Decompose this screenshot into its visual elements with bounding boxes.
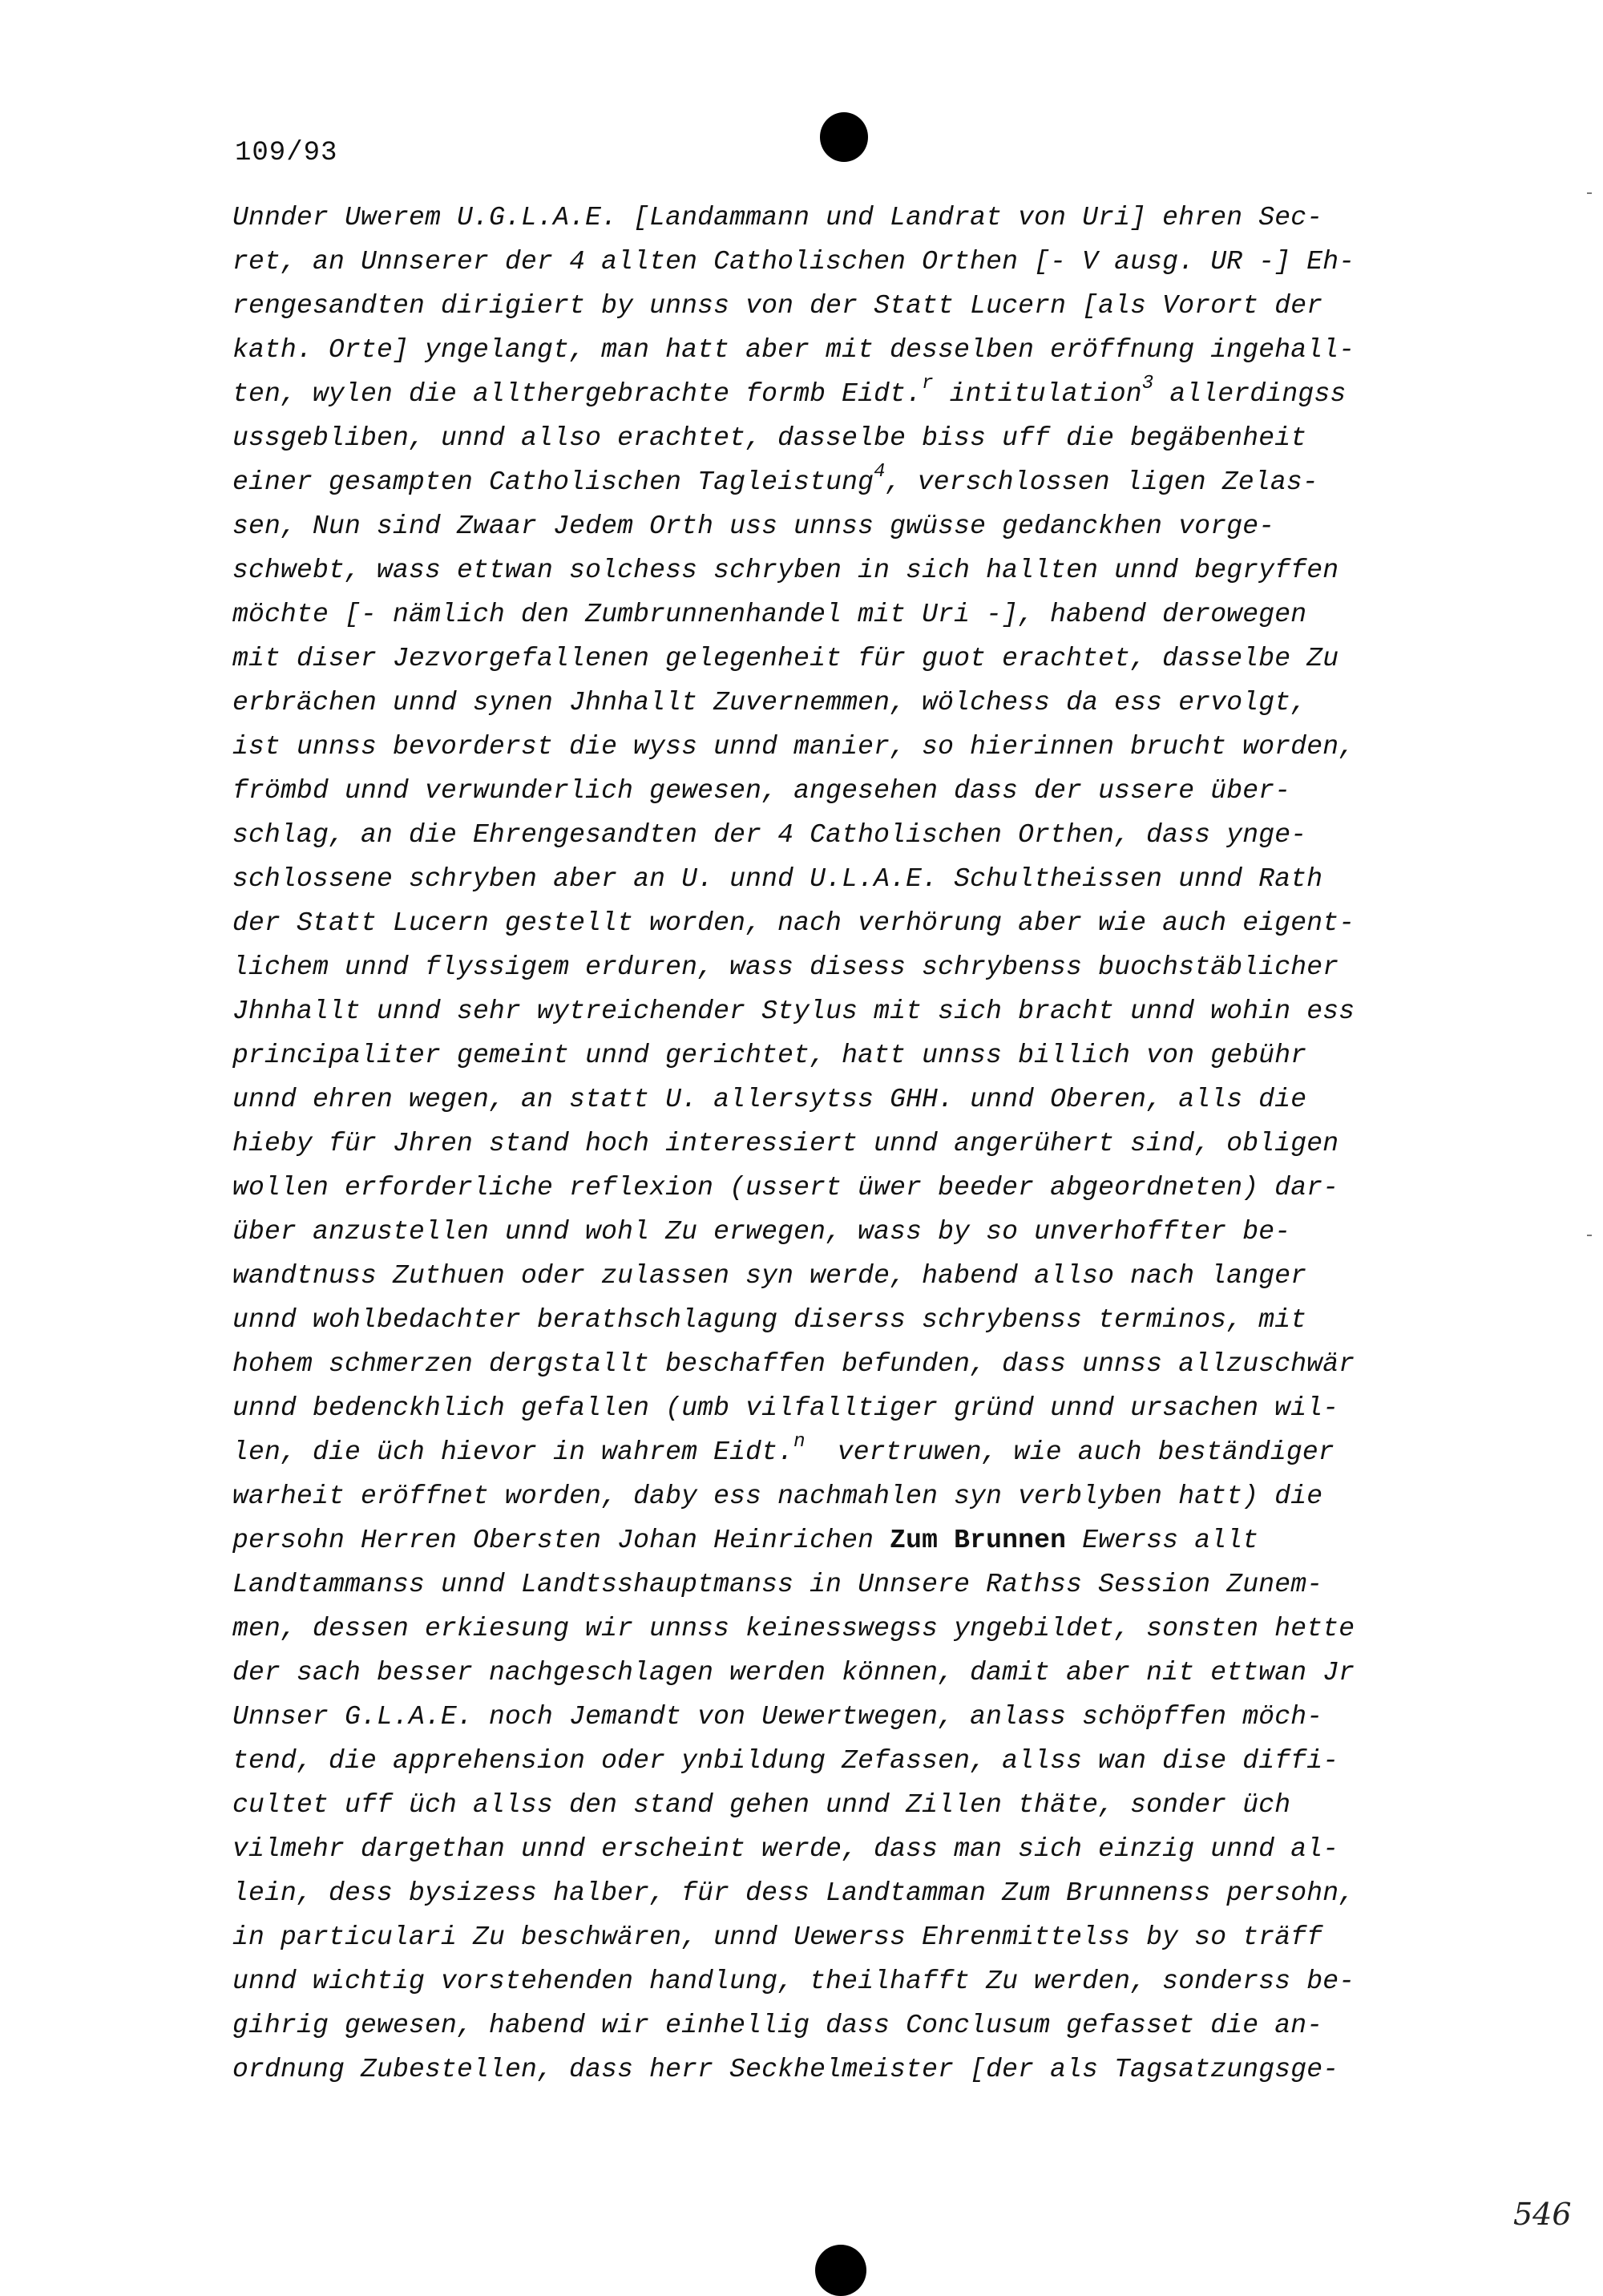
text-line xyxy=(232,2003,1467,2047)
text-segment: wollen erforderliche reflexion (ussert üwer beeder abgeordneten) dar- xyxy=(232,1173,1339,1203)
text-line xyxy=(232,416,1467,460)
text-line xyxy=(232,1827,1467,1871)
text-line xyxy=(232,1959,1467,2003)
text-segment: kath. Orte] yngelangt, man hatt aber mit desselben eröffnung ingehall- xyxy=(232,335,1355,365)
text-line xyxy=(232,592,1467,637)
text-segment: mit diser Jezvorgefallenen gelegenheit für guot erachtet, dasselbe Zu xyxy=(232,644,1339,673)
text-line xyxy=(232,901,1467,945)
text-segment: vertruwen, wie auch beständiger xyxy=(805,1437,1334,1467)
text-segment: möchte [- nämlich den Zumbrunnenhandel mit Uri -], habend derowegen xyxy=(232,600,1307,629)
text-segment: schlag, an die Ehrengesandten der 4 Catholischen Orthen, dass ynge- xyxy=(232,820,1307,850)
text-line xyxy=(232,1430,1467,1474)
text-line xyxy=(232,681,1467,725)
text-line xyxy=(232,1077,1467,1122)
archive-number: 546 xyxy=(1513,2197,1572,2232)
text-segment: principaliter gemeint unnd gerichtet, hatt unnss billich von gebühr xyxy=(232,1041,1307,1070)
text-line xyxy=(232,725,1467,769)
text-segment: len, die üch hievor in wahrem Eidt. xyxy=(232,1437,794,1467)
text-segment: ist unnss bevorderst die wyss unnd manier, so hierinnen brucht worden, xyxy=(232,732,1355,762)
text-line xyxy=(232,2047,1467,2092)
text-line xyxy=(232,1474,1467,1518)
text-segment: in particulari Zu beschwären, unnd Uewerss Ehrenmittelss by so träff xyxy=(232,1922,1323,1952)
text-segment: einer gesampten Catholischen Tagleistung xyxy=(232,467,874,497)
text-segment: , verschlossen ligen Zelas- xyxy=(885,467,1318,497)
text-line xyxy=(232,548,1467,592)
text-segment: allerdingss xyxy=(1153,379,1347,409)
text-segment: persohn Herren Obersten Johan Heinrichen xyxy=(232,1526,890,1555)
text-segment: unnd ehren wegen, an statt U. allersytss GHH. unnd Oberen, alls die xyxy=(232,1085,1307,1114)
text-line xyxy=(232,1386,1467,1430)
text-line xyxy=(232,989,1467,1033)
text-segment: der Statt Lucern gestellt worden, nach verhörung aber wie auch eigent- xyxy=(232,908,1355,938)
text-segment: rengesandten dirigiert by unnss von der Statt Lucern [als Vorort der xyxy=(232,291,1323,321)
text-segment: Ewerss allt xyxy=(1066,1526,1259,1555)
text-line xyxy=(232,1607,1467,1651)
text-line xyxy=(232,1254,1467,1298)
text-segment: ten, wylen die allthergebrachte formb Eidt. xyxy=(232,379,923,409)
text-segment: Jhnhallt unnd sehr wytreichender Stylus mit sich bracht unnd wohin ess xyxy=(232,996,1355,1026)
letter-body xyxy=(232,196,1467,2092)
margin-mark xyxy=(1587,192,1592,194)
text-line xyxy=(232,284,1467,328)
text-line xyxy=(232,1739,1467,1783)
text-segment: lichem unnd flyssigem erduren, wass disess schrybenss buochstäblicher xyxy=(232,952,1339,982)
text-line xyxy=(232,1122,1467,1166)
text-line xyxy=(232,1298,1467,1342)
text-segment: vilmehr dargethan unnd erscheint werde, dass man sich einzig unnd al- xyxy=(232,1834,1339,1864)
text-segment: Unnder Uwerem U.G.L.A.E. [Landammann und Landrat von Uri] ehren Sec- xyxy=(232,203,1323,232)
text-segment: intitulation xyxy=(933,379,1142,409)
text-segment: ordnung Zubestellen, dass herr Seckhelmeister [der als Tagsatzungsge- xyxy=(232,2055,1339,2084)
text-segment: erbrächen unnd synen Jhnhallt Zuvernemmen, wölchess da ess ervolgt, xyxy=(232,688,1307,718)
text-line xyxy=(232,857,1467,901)
text-line xyxy=(232,813,1467,857)
punch-hole-top xyxy=(820,112,868,162)
text-line xyxy=(232,1651,1467,1695)
text-line xyxy=(232,504,1467,548)
punch-hole-bottom xyxy=(815,2245,866,2296)
text-line xyxy=(232,1033,1467,1077)
text-segment: men, dessen erkiesung wir unnss keinesswegss yngebildet, sonsten hette xyxy=(232,1614,1355,1643)
text-segment: frömbd unnd verwunderlich gewesen, angesehen dass der ussere über- xyxy=(232,776,1291,806)
text-line xyxy=(232,1562,1467,1607)
text-line xyxy=(232,1166,1467,1210)
text-segment: tend, die apprehension oder ynbildung Zefassen, allss wan dise diffi- xyxy=(232,1746,1339,1776)
text-line xyxy=(232,1695,1467,1739)
text-line xyxy=(232,1342,1467,1386)
text-line xyxy=(232,1210,1467,1254)
text-segment: hohem schmerzen dergstallt beschaffen befunden, dass unnss allzuschwär xyxy=(232,1349,1355,1379)
text-segment: hieby für Jhren stand hoch interessiert unnd angerühert sind, obligen xyxy=(232,1129,1339,1158)
text-segment: ret, an Unnserer der 4 allten Catholischen Orthen [- V ausg. UR -] Eh- xyxy=(232,247,1355,277)
text-segment: über anzustellen unnd wohl Zu erwegen, wass by so unverhoffter be- xyxy=(232,1217,1291,1247)
text-line xyxy=(232,1871,1467,1915)
text-segment: Unnser G.L.A.E. noch Jemandt von Uewertwegen, anlass schöpffen möch- xyxy=(232,1702,1323,1732)
text-line xyxy=(232,769,1467,813)
text-segment: wandtnuss Zuthuen oder zulassen syn werde, habend allso nach langer xyxy=(232,1261,1307,1291)
text-line xyxy=(232,1783,1467,1827)
page-number: 109/93 xyxy=(235,138,338,168)
text-segment: cultet uff üch allss den stand gehen unnd Zillen thäte, sonder üch xyxy=(232,1790,1291,1820)
text-segment: ussgebliben, unnd allso erachtet, dasselbe biss uff die begäbenheit xyxy=(232,423,1307,453)
text-segment: sen, Nun sind Zwaar Jedem Orth uss unnss gwüsse gedanckhen vorge- xyxy=(232,511,1275,541)
text-line xyxy=(232,637,1467,681)
text-line xyxy=(232,196,1467,240)
text-line xyxy=(232,945,1467,989)
text-segment: unnd wohlbedachter berathschlagung diserss schrybenss terminos, mit xyxy=(232,1305,1307,1335)
text-segment: schlossene schryben aber an U. unnd U.L.A.E. Schultheissen unnd Rath xyxy=(232,864,1323,894)
text-line xyxy=(232,328,1467,372)
text-segment: schwebt, wass ettwan solchess schryben in sich hallten unnd begryffen xyxy=(232,556,1339,585)
text-segment: lein, dess bysizess halber, für dess Landtamman Zum Brunnenss persohn, xyxy=(232,1878,1355,1908)
text-line xyxy=(232,1518,1467,1562)
text-line xyxy=(232,240,1467,284)
emphasized-name: Zum Brunnen xyxy=(890,1526,1067,1555)
footnote-marker: 3 xyxy=(1141,373,1154,394)
footnote-marker: r xyxy=(922,373,934,394)
text-line xyxy=(232,460,1467,504)
text-segment: unnd wichtig vorstehenden handlung, theilhafft Zu werden, sonderss be- xyxy=(232,1967,1355,1996)
text-segment: der sach besser nachgeschlagen werden können, damit aber nit ettwan Jr xyxy=(232,1658,1355,1688)
margin-mark xyxy=(1587,1235,1592,1236)
text-segment: gihrig gewesen, habend wir einhellig dass Conclusum gefasset die an- xyxy=(232,2011,1323,2040)
text-line xyxy=(232,1915,1467,1959)
text-segment: unnd bedenckhlich gefallen (umb vilfalltiger gründ unnd ursachen wil- xyxy=(232,1393,1339,1423)
footnote-marker: 4 xyxy=(874,461,886,483)
text-line xyxy=(232,372,1467,416)
text-segment: warheit eröffnet worden, daby ess nachmahlen syn verblyben hatt) die xyxy=(232,1481,1323,1511)
footnote-marker: n xyxy=(793,1431,806,1453)
text-segment: Landtammanss unnd Landtsshauptmanss in Unnsere Rathss Session Zunem- xyxy=(232,1570,1323,1599)
